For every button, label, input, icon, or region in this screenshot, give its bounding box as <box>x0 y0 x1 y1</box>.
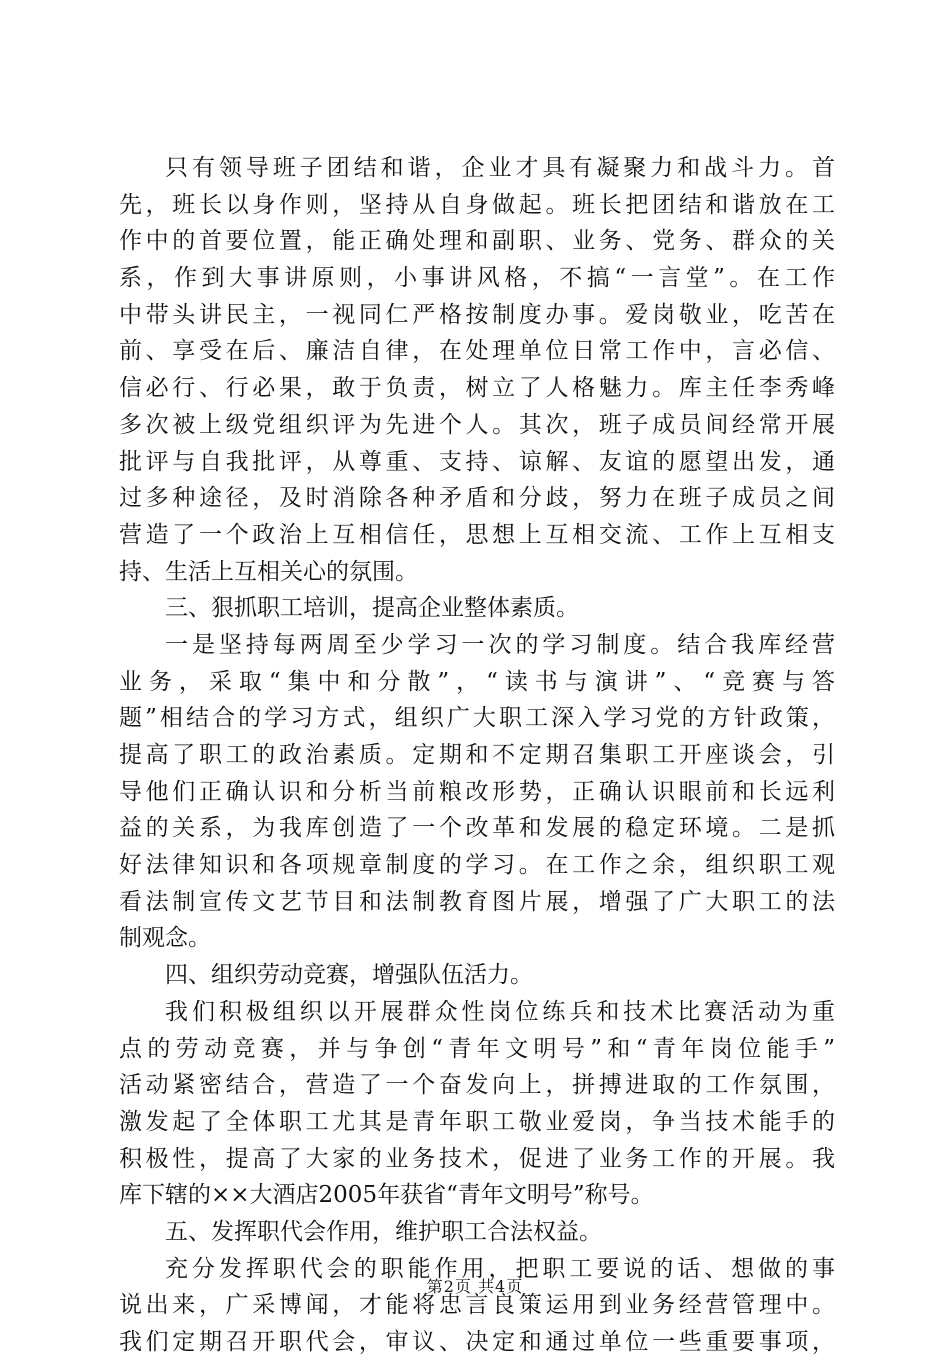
text-line: 前、享受在后、廉洁自律，在处理单位日常工作中，言必信、 <box>119 338 835 365</box>
text-line: 业务，采取“集中和分散”，“读书与演讲”、“竞赛与答 <box>119 668 835 695</box>
text-line: 只有领导班子团结和谐，企业才具有凝聚力和战斗力。首 <box>165 155 835 181</box>
text-line: 作中的首要位置，能正确处理和副职、业务、党务、群众的关 <box>119 228 835 255</box>
text-line: 益的关系，为我库创造了一个改革和发展的稳定环境。二是抓 <box>119 815 835 842</box>
text-line: 我们定期召开职代会，审议、决定和通过单位一些重要事项， <box>119 1329 835 1355</box>
text-line: 导他们正确认识和分析当前粮改形势，正确认识眼前和长远利 <box>119 778 835 805</box>
text-line: 我们积极组织以开展群众性岗位练兵和技术比赛活动为重 <box>165 998 835 1025</box>
text-line: 系，作到大事讲原则，小事讲风格，不搞“一言堂”。在工作 <box>119 265 835 292</box>
text-line: 看法制宣传文艺节目和法制教育图片展，增强了广大职工的法 <box>119 888 835 915</box>
text-line: 说出来，广采博闻，才能将忠言良策运用到业务经营管理中。 <box>119 1292 835 1319</box>
text-line: 好法律知识和各项规章制度的学习。在工作之余，组织职工观 <box>119 852 835 879</box>
text-line: 充分发挥职代会的职能作用，把职工要说的话、想做的事 <box>165 1255 835 1282</box>
text-line: 三、狠抓职工培训，提高企业整体素质。 <box>165 595 579 622</box>
text-line: 题”相结合的学习方式，组织广大职工深入学习党的方针政策， <box>119 705 835 732</box>
text-line: 库下辖的××大酒店2005年获省“青年文明号”称号。 <box>119 1182 654 1209</box>
text-line: 积极性，提高了大家的业务技术，促进了业务工作的开展。我 <box>119 1145 835 1172</box>
text-line: 过多种途径，及时消除各种矛盾和分歧，努力在班子成员之间 <box>119 485 835 512</box>
text-line: 点的劳动竞赛，并与争创“青年文明号”和“青年岗位能手” <box>119 1035 835 1062</box>
text-line: 中带头讲民主，一视同仁严格按制度办事。爱岗敬业，吃苦在 <box>119 301 835 328</box>
text-line: 营造了一个政治上互相信任，思想上互相交流、工作上互相支 <box>119 521 835 548</box>
text-line: 先，班长以身作则，坚持从自身做起。班长把团结和谐放在工 <box>119 191 835 218</box>
text-line: 多次被上级党组织评为先进个人。其次，班子成员间经常开展 <box>119 411 835 438</box>
text-line: 制观念。 <box>119 925 211 952</box>
text-line: 激发起了全体职工尤其是青年职工敬业爱岗，争当技术能手的 <box>119 1108 835 1135</box>
text-line: 信必行、行必果，敢于负责，树立了人格魅力。库主任李秀峰 <box>119 375 835 402</box>
text-line: 活动紧密结合，营造了一个奋发向上，拼搏进取的工作氛围， <box>119 1072 835 1099</box>
text-line: 提高了职工的政治素质。定期和不定期召集职工开座谈会，引 <box>119 742 835 768</box>
body-text <box>119 150 835 1361</box>
text-line: 一是坚持每两周至少学习一次的学习制度。结合我库经营 <box>165 631 835 658</box>
text-line: 四、组织劳动竞赛，增强队伍活力。 <box>165 962 533 989</box>
text-line: 批评与自我批评，从尊重、支持、谅解、友谊的愿望出发，通 <box>119 448 835 475</box>
page-footer: 第2页 共4页 <box>426 1277 524 1296</box>
text-line: 五、发挥职代会作用，维护职工合法权益。 <box>165 1218 602 1245</box>
text-line: 持、生活上互相关心的氛围。 <box>119 558 418 585</box>
